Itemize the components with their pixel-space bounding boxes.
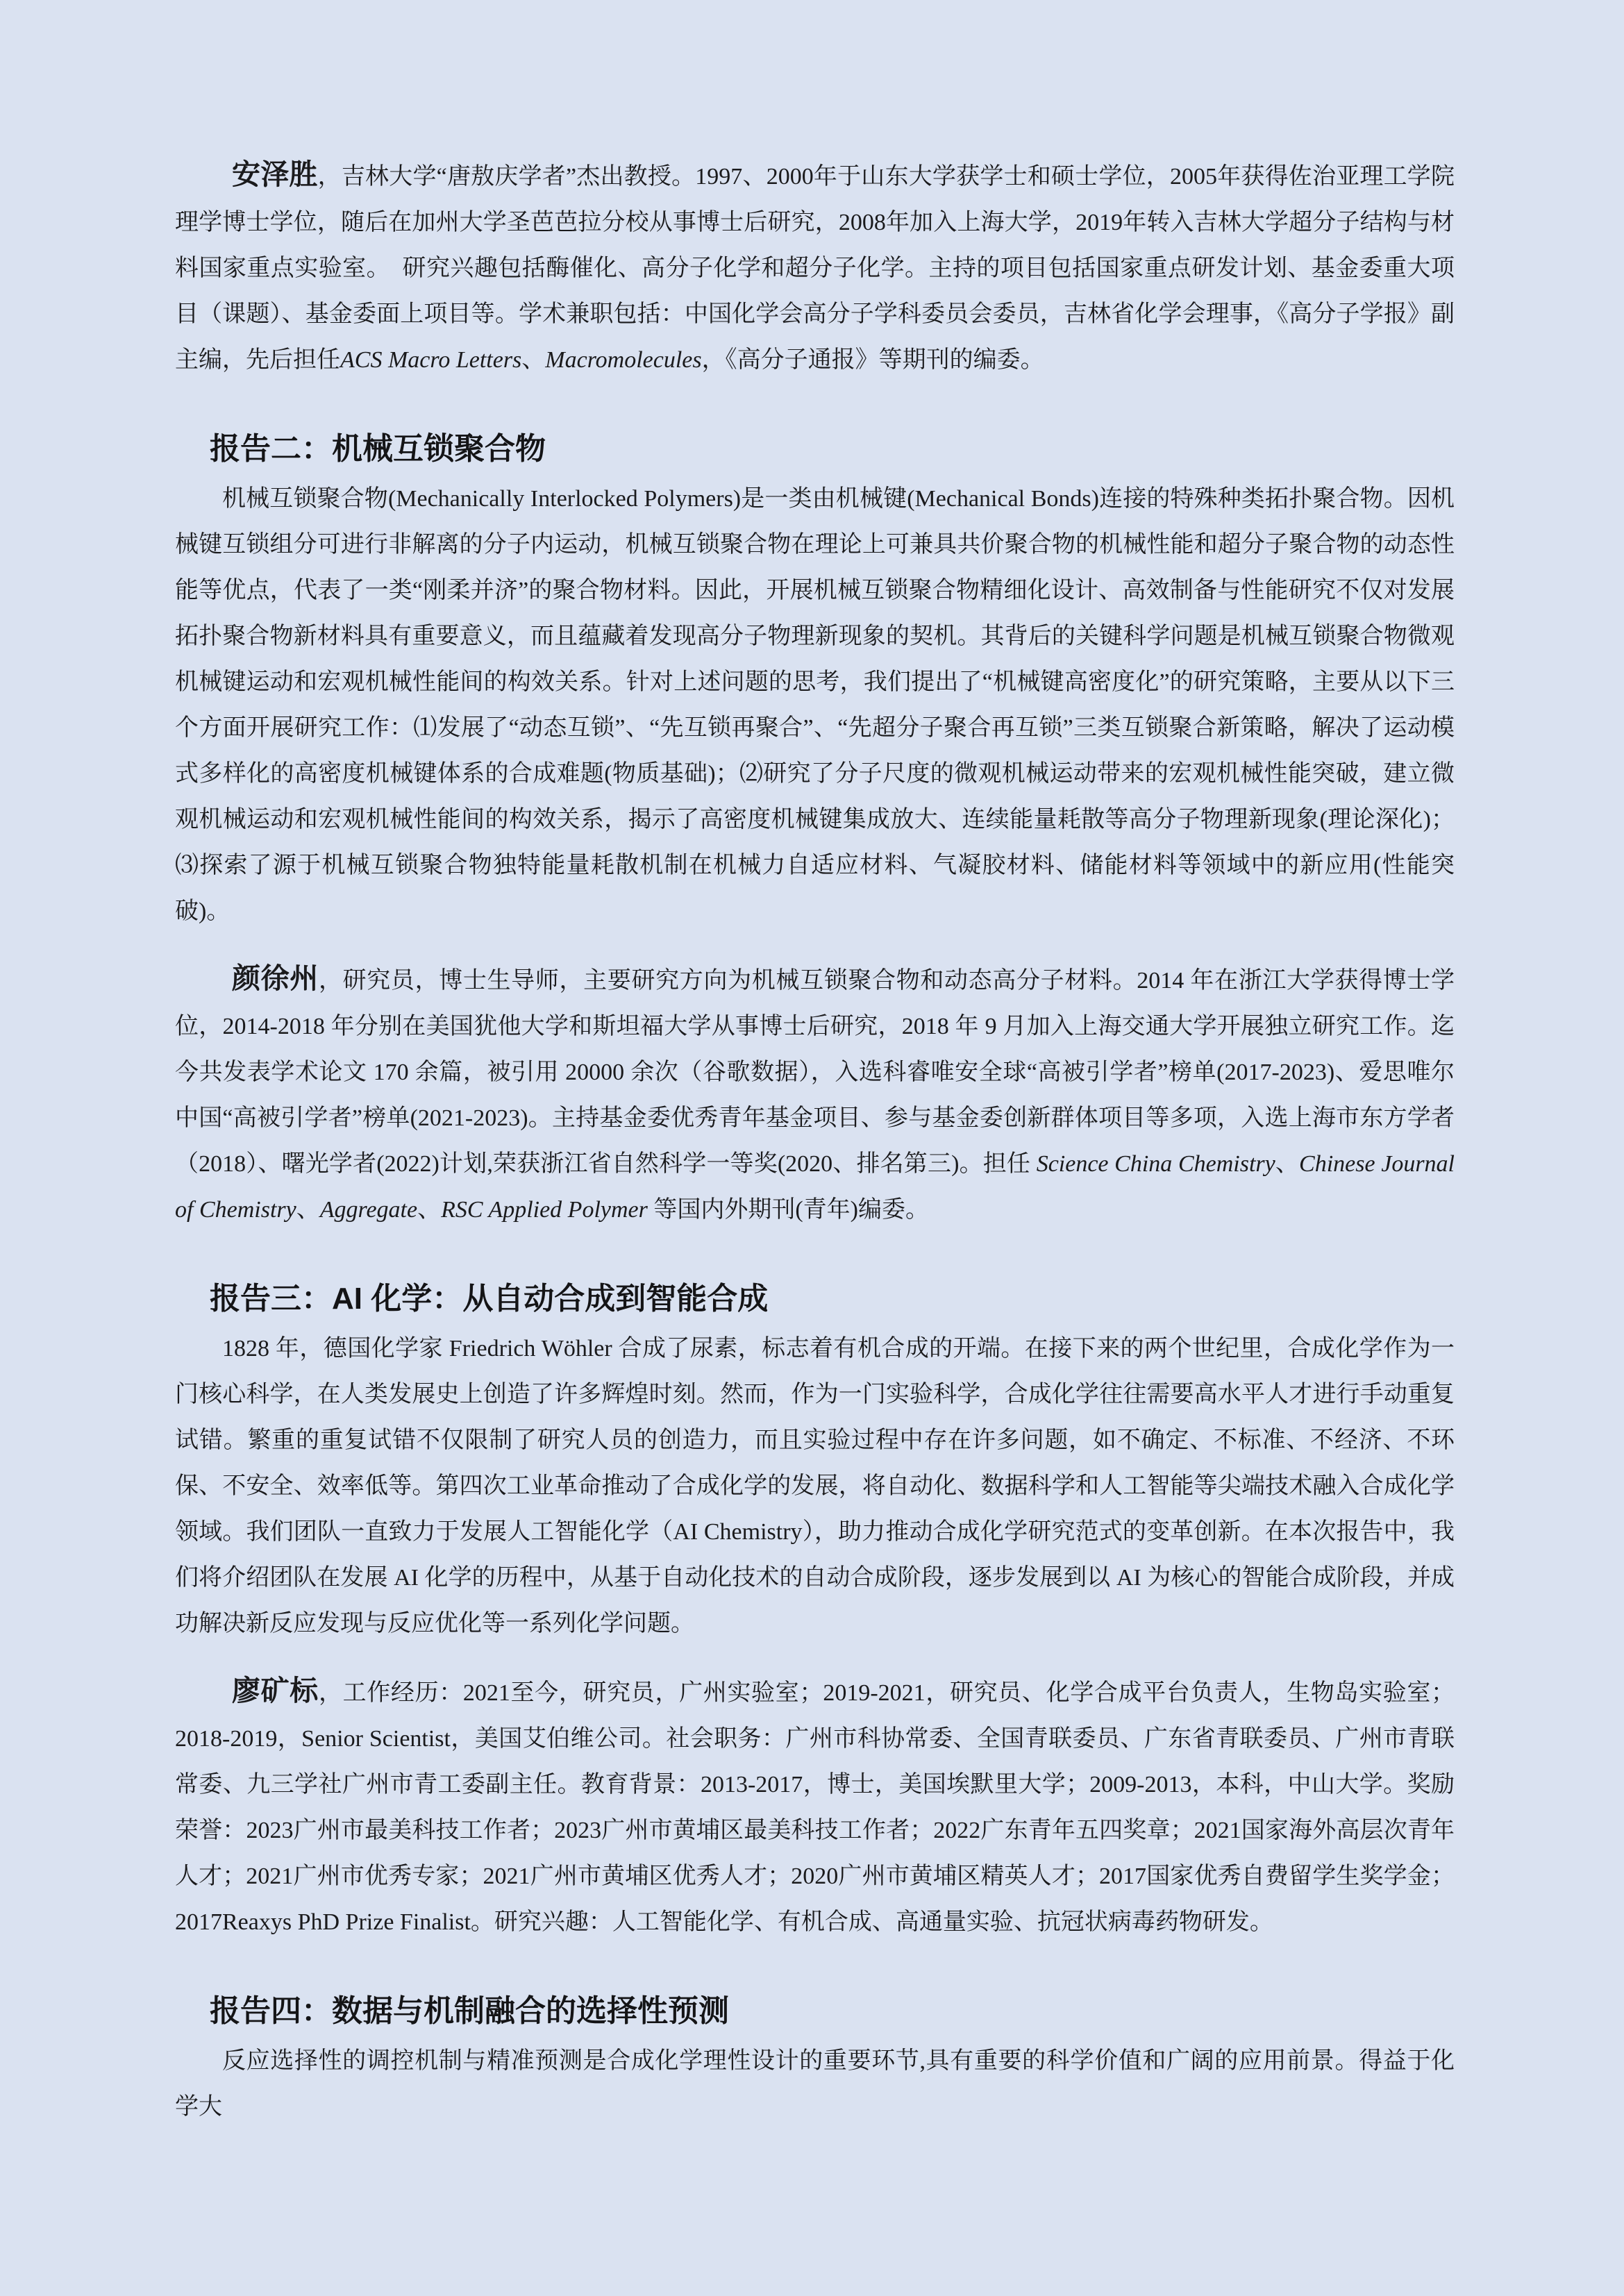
text-run: 、 (417, 1197, 442, 1223)
text-run: 1828 年，德国化学家 Friedrich Wöhler 合成了尿素，标志着有机合成的开端。在接下来的两个世纪里，合成化学作为一门核心科学，在人类发展史上创造了许多辉煌时刻。然而，作为一门实验科学，合成化学往往需要高水平人才进行手动重复试错。繁重的重复试错不仅限制了研究人员的创造力，而且实验过程中存在许多问题，如不确定、不标准、不经济、不环保、不安全、效率低等。第四次工业革命推动了合成化学的发展，将自动化、数据科学和人工智能等尖端技术融入合成化学领域。我们团队一直致力于发展人工智能化学（AI Chemistry），助力推动合成化学研究范式的变革创新。在本次报告中，我们将介绍团队在发展 AI 化学的历程中，从基于自动化技术的自动合成阶段，逐步发展到以 AI 为核心的智能合成阶段，并成功解决新反应发现与反应优化等一系列化学问题。 (175, 1336, 1455, 1636)
journal-title: RSC Applied Polymer (441, 1197, 648, 1223)
text-run: 机械互锁聚合物(Mechanically Interlocked Polymers)是一类由机械键(Mechanical Bonds)连接的特殊种类拓扑聚合物。因机械键互锁组分可进行非解离的分子内运动，机械互锁聚合物在理论上可兼具共价聚合物的机械性能和超分子聚合物的动态性能等优点，代表了一类“刚柔并济”的聚合物材料。因此，开展机械互锁聚合物精细化设计、高效制备与性能研究不仅对发展拓扑聚合物新材料具有重要意义，而且蕴藏着发现高分子物理新现象的契机。其背后的关键科学问题是机械互锁聚合物微观机械键运动和宏观机械性能间的构效关系。针对上述问题的思考，我们提出了“机械键高密度化”的研究策略，主要从以下三个方面开展研究工作：⑴发展了“动态互锁”、“先互锁再聚合”、“先超分子聚合再互锁”三类互锁聚合新策略，解决了运动模式多样化的高密度机械键体系的合成难题(物质基础)；⑵研究了分子尺度的微观机械运动带来的宏观机械性能突破，建立微观机械运动和宏观机械性能间的构效关系，揭示了高密度机械键集成放大、连续能量耗散等高分子物理新现象(理论深化)；⑶探索了源于机械互锁聚合物独特能量耗散机制在机械力自适应材料、气凝胶材料、储能材料等领域中的新应用(性能突破)。 (175, 486, 1455, 924)
text-run: 等国内外期刊(青年)编委。 (647, 1197, 930, 1223)
speaker-name: 颜徐州 (232, 962, 319, 994)
speaker-name: 安泽胜 (232, 158, 318, 190)
bio-paragraph-yan-xuzhou (175, 955, 1455, 1233)
speaker-name: 廖矿标 (232, 1675, 319, 1707)
journal-title: ACS Macro Letters (340, 347, 522, 373)
bio-paragraph-liao-kuangbiao (175, 1668, 1455, 1945)
text-run: 、 (1275, 1151, 1300, 1177)
journal-title: Chinese Journal of Chemistry (175, 1151, 1455, 1223)
journal-title: Macromolecules (545, 347, 702, 373)
report-3-abstract (175, 1326, 1455, 1647)
journal-title: Science China Chemistry (1036, 1151, 1275, 1177)
text-run: ，工作经历：2021至今，研究员，广州实验室；2019-2021，研究员、化学合成平台负责人，生物岛实验室；2018-2019，Senior Scientist，美国艾伯维公司。社会职务：广州市科协常委、全国青联委员、广东省青联委员、广州市青联常委、九三学社广州市青工委副主任。教育背景：2013-2017，博士，美国埃默里大学；2009-2013，本科，中山大学。奖励荣誉：2023广州市最美科技工作者；2023广州市黄埔区最美科技工作者；2022广东青年五四奖章；2021国家海外高层次青年人才；2021广州市优秀专家；2021广州市黄埔区优秀人才；2020广州市黄埔区精英人才；2017国家优秀自费留学生奖学金；2017Reaxys PhD Prize Finalist。研究兴趣：人工智能化学、有机合成、高通量实验、抗冠状病毒药物研发。 (175, 1680, 1455, 1935)
text-run: ，吉林大学“唐敖庆学者”杰出教授。1997、2000年于山东大学获学士和硕士学位，2005年获得佐治亚理工学院理学博士学位，随后在加州大学圣芭芭拉分校从事博士后研究，2008年加入上海大学，2019年转入吉林大学超分子结构与材料国家重点实验室。 研究兴趣包括酶催化、高分子化学和超分子化学。主持的项目包括国家重点研发计划、基金委重大项目（课题）、基金委面上项目等。学术兼职包括：中国化学会高分子学科委员会委员，吉林省化学会理事，《高分子学报》副主编，先后担任 (175, 164, 1455, 373)
text-run: ，《高分子通报》等期刊的编委。 (701, 347, 1044, 373)
text-run: 反应选择性的调控机制与精准预测是合成化学理性设计的重要环节,具有重要的科学价值和广阔的应用前景。得益于化学大 (175, 2048, 1455, 2120)
journal-title: Aggregate (319, 1197, 418, 1223)
report-2-abstract (175, 476, 1455, 935)
report-4-heading: 报告四：数据与机制融合的选择性预测 (210, 1994, 729, 2028)
report-3-heading: 报告三：AI 化学：从自动合成到智能合成 (210, 1282, 769, 1316)
bio-paragraph-an-zesheng (175, 151, 1455, 383)
report-4-abstract (175, 2038, 1455, 2130)
text-run: 、 (521, 347, 546, 373)
text-run: 、 (296, 1197, 320, 1223)
text-run: ，研究员，博士生导师，主要研究方向为机械互锁聚合物和动态高分子材料。2014 年在浙江大学获得博士学位，2014-2018 年分别在美国犹他大学和斯坦福大学从事博士后研究，2018 年 9 月加入上海交通大学开展独立研究工作。迄今共发表学术论文 170 余篇，被引用 20000 余次（谷歌数据），入选科睿唯安全球“高被引学者”榜单(2017-2023)、爱思唯尔中国“高被引学者”榜单(2021-2023)。主持基金委优秀青年基金项目、参与基金委创新群体项目等多项，入选上海市东方学者（2018）、曙光学者(2022)计划,荣获浙江省自然科学一等奖(2020、排名第三)。担任 (175, 968, 1455, 1177)
report-2-heading: 报告二：机械互锁聚合物 (210, 432, 546, 466)
